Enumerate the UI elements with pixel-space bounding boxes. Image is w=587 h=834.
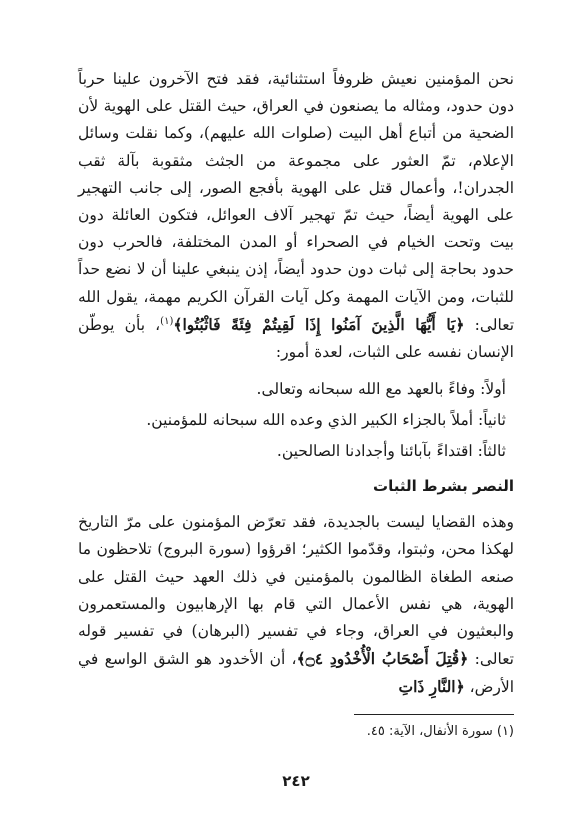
reasons-list — [78, 374, 514, 467]
quran-verse-anfal: ﴿يَا أَيُّهَا الَّذِينَ آمَنُوا إِذَا لَقِيتُمْ فِئَةً فَاثْبُتُوا﴾ — [173, 314, 465, 334]
footnote: (١) سورة الأنفال، الآية: ٤٥. — [366, 724, 514, 739]
list-item: ثالثاً: اقتداءً بآبائنا وأجدادنا الصالحين. — [276, 442, 506, 461]
paragraph-1 — [78, 66, 514, 366]
paragraph-2-mid: ، أن الأخدود هو الشق الواسع في الأرض، — [78, 650, 514, 697]
main-text — [78, 66, 514, 366]
footnote-reference[interactable]: (١) — [160, 315, 174, 327]
list-item: أولاً: وفاءً بالعهد مع الله سبحانه وتعالى. — [256, 380, 506, 399]
book-page — [78, 66, 514, 806]
paragraph-1-end: ، بأن يوطّن الإنسان نفسه على الثبات، لعدة أمور: — [78, 315, 514, 362]
footnote-divider — [354, 714, 514, 715]
quran-verse-buruj: ﴿قُتِلَ أَصْحَابُ الْأُخْدُودِ ۝٤﴾ — [296, 649, 469, 669]
quran-verse-buruj-2: ﴿النَّارِ ذَاتِ — [398, 677, 465, 697]
list-item: ثانياً: أملاً بالجزاء الكبير الذي وعده الله سبحانه للمؤمنين. — [146, 411, 506, 430]
page-number: ٢٤٢ — [282, 772, 310, 790]
section-heading: النصر بشرط الثبات — [373, 477, 514, 496]
paragraph-2 — [78, 509, 514, 701]
paragraph-2-text: وهذه القضايا ليست بالجديدة، فقد تعرّض المؤمنون على مرّ التاريخ لهكذا محن، وثبتوا، وقدّموا الكثير؛ اقرؤوا (سورة البروج) تلاحظون ما صنعه الطغاة الظالمون بالمؤمنين في ذلك العهد حيث القتل على الهوية، هي نفس الأعمال التي قام بها الإرهابيون والمستعمرون والبعثيون في العراق، وجاء في تفسير (البرهان) في تفسير قوله تعالى: — [78, 513, 514, 669]
paragraph-1-text: نحن المؤمنين نعيش ظروفاً استثنائية، فقد فتح الآخرون علينا حرباً دون حدود، ومثاله ما يصنعون في العراق، حيث القتل على الهوية لأن الضحية من أتباع أهل البيت (صلوات الله عليهم)، وكما نقلت وسائل الإعلام، تمّ العثور على مجموعة من الجثث مثقوبة بآلة ثقب الجدران!، وأعمال قتل على الهوية بأفجع الصور، إلى جانب التهجير على الهوية أيضاً، حيث تمّ تهجير آلاف العوائل، فتكون العائلة دون بيت وتحت الخيام في الصحراء أو المدن المختلفة، فالحرب دون حدود بحاجة إلى ثبات دون حدود أيضاً، إذن ينبغي علينا أن لا نضع حداً للثبات، ومن الآيات المهمة وكل آيات القرآن الكريم مهمة، يقول الله تعالى: — [78, 70, 515, 334]
main-text-2 — [78, 509, 514, 701]
